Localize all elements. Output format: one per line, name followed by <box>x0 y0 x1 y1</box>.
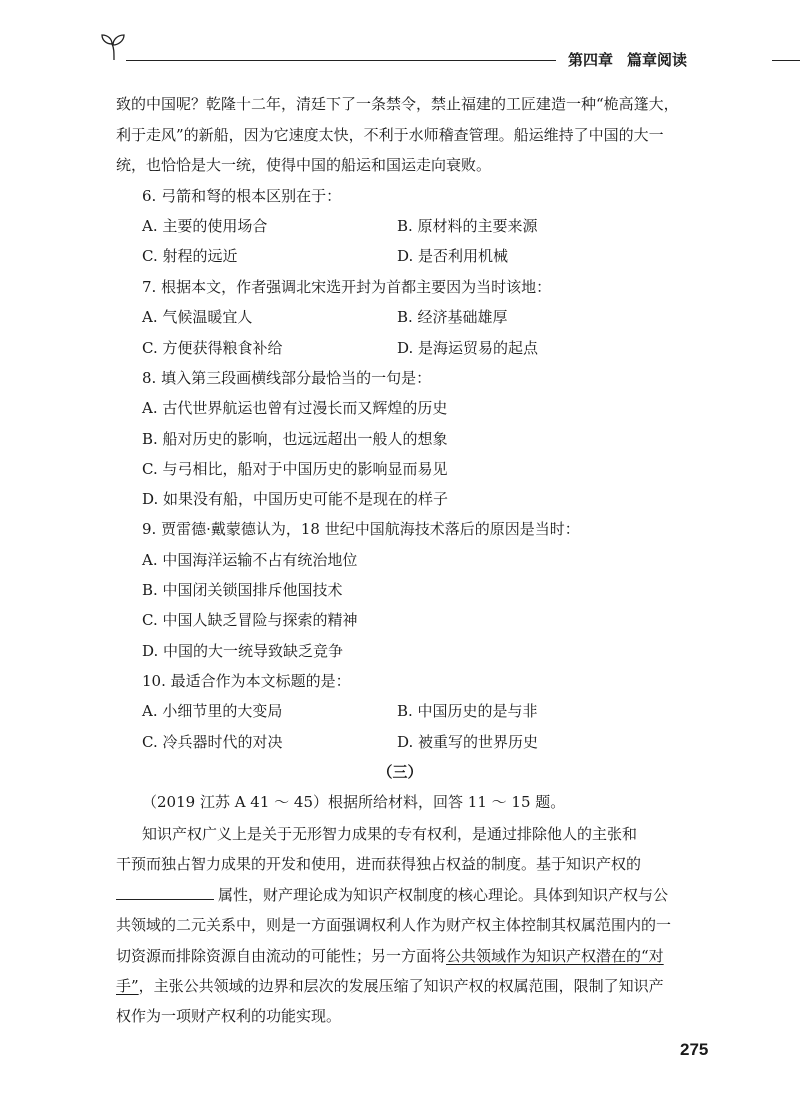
passage-line: 致的中国呢？乾隆十二年，清廷下了一条禁令，禁止福建的工匠建造一种“桅高篷大， <box>116 95 679 113</box>
material-line-text: 属性，财产理论成为知识产权制度的核心理论。具体到知识产权与公 <box>218 886 669 904</box>
answer-option[interactable]: C. 冷兵器时代的对决 <box>142 733 283 751</box>
sprout-icon <box>100 32 134 62</box>
answer-option[interactable]: C. 与弓相比，船对于中国历史的影响显而易见 <box>142 460 448 478</box>
answer-option[interactable]: B. 船对历史的影响，也远远超出一般人的想象 <box>142 430 448 448</box>
chapter-title <box>568 48 687 72</box>
underlined-phrase: 手” <box>116 977 139 995</box>
material-line <box>116 972 664 1001</box>
answer-option[interactable]: B. 中国闭关锁国排斥他国技术 <box>142 581 343 599</box>
answer-option[interactable]: A. 小细节里的大变局 <box>142 702 283 720</box>
material-line <box>116 881 668 910</box>
section-title: （三） <box>377 763 423 781</box>
answer-option[interactable]: C. 中国人缺乏冒险与探索的精神 <box>142 611 358 629</box>
question-stem: 6. 弓箭和弩的根本区别在于： <box>142 187 342 205</box>
material-line: 知识产权广义上是关于无形智力成果的专有权利，是通过排除他人的主张和 <box>142 825 638 843</box>
header-rule-left <box>126 60 556 61</box>
answer-option[interactable]: D. 是海运贸易的起点 <box>397 339 539 357</box>
answer-option[interactable]: D. 中国的大一统导致缺乏竞争 <box>142 642 344 660</box>
answer-option[interactable]: B. 经济基础雄厚 <box>397 308 508 326</box>
material-line: 干预而独占智力成果的开发和使用，进而获得独占权益的制度。基于知识产权的 <box>116 855 642 873</box>
fill-in-blank[interactable] <box>116 881 214 900</box>
answer-option[interactable]: C. 方便获得粮食补给 <box>142 339 283 357</box>
question-stem: 8. 填入第三段画横线部分最恰当的一句是： <box>142 369 432 387</box>
answer-option[interactable]: D. 如果没有船，中国历史可能不是现在的样子 <box>142 490 449 508</box>
answer-option[interactable]: A. 气候温暖宜人 <box>142 308 253 326</box>
material-line: 共领域的二元关系中，则是一方面强调权利人作为财产权主体控制其权属范围内的一 <box>116 916 672 934</box>
answer-option[interactable]: A. 古代世界航运也曾有过漫长而又辉煌的历史 <box>142 399 448 417</box>
answer-option[interactable]: A. 中国海洋运输不占有统治地位 <box>142 551 358 569</box>
material-line-text: ，主张公共领域的边界和层次的发展压缩了知识产权的权属范围，限制了知识产 <box>138 977 664 995</box>
answer-option[interactable]: D. 是否利用机械 <box>397 247 509 265</box>
question-stem: 7. 根据本文，作者强调北宋选开封为首都主要因为当时该地： <box>142 278 552 296</box>
question-stem: 9. 贾雷德·戴蒙德认为，18 世纪中国航海技术落后的原因是当时： <box>142 520 580 538</box>
header-rule-right <box>772 60 800 61</box>
answer-option[interactable]: D. 被重写的世界历史 <box>397 733 539 751</box>
passage-line: 利于走风”的新船，因为它速度太快，不利于水师稽查管理。船运维持了中国的大一 <box>116 126 664 144</box>
material-line <box>116 942 664 971</box>
answer-option[interactable]: C. 射程的远近 <box>142 247 238 265</box>
answer-option[interactable]: B. 中国历史的是与非 <box>397 702 538 720</box>
section-intro: （2019 江苏 A 41 ～ 45）根据所给材料，回答 11 ～ 15 题。 <box>142 793 566 811</box>
material-line-text: 切资源而排除资源自由流动的可能性；另一方面将 <box>116 947 447 965</box>
chapter-section: 篇章阅读 <box>627 51 688 69</box>
passage-line: 统，也恰恰是大一统，使得中国的船运和国运走向衰败。 <box>116 156 492 174</box>
page-header <box>100 32 800 72</box>
underlined-phrase: 公共领域作为知识产权潜在的“对 <box>446 947 664 965</box>
answer-option[interactable]: B. 原材料的主要来源 <box>397 217 538 235</box>
answer-option[interactable]: A. 主要的使用场合 <box>142 217 268 235</box>
question-stem: 10. 最适合作为本文标题的是： <box>142 672 351 690</box>
material-line: 权作为一项财产权利的功能实现。 <box>116 1007 342 1025</box>
chapter-number: 第四章 <box>568 51 614 69</box>
page-number: 275 <box>680 1040 709 1059</box>
